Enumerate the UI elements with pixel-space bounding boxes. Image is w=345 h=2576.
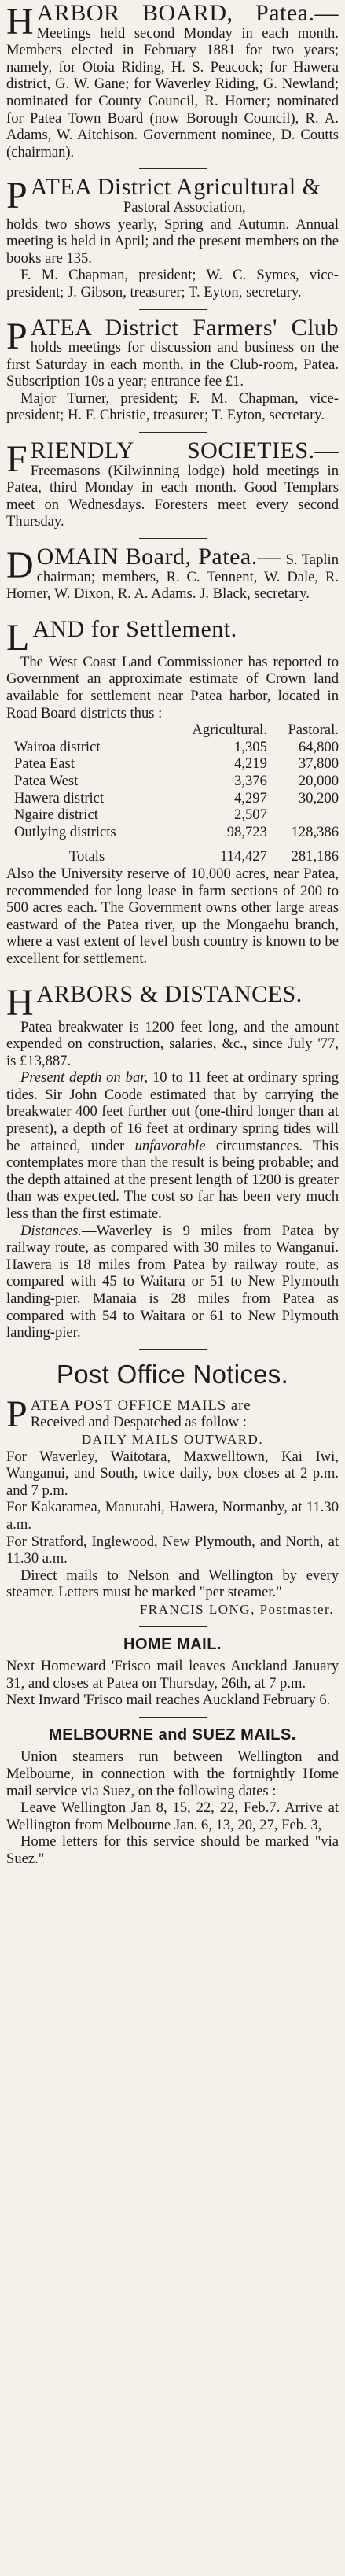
- harbor-board-notice: [6, 0, 339, 161]
- land-totals-row: Totals 114,427 281,186: [69, 848, 339, 865]
- harbors-drop-cap: H: [6, 981, 34, 1024]
- agricultural-subtitle: Pastoral Association,: [123, 198, 246, 216]
- agricultural-title: ATEA District Agricultural &: [30, 174, 321, 201]
- land-drop-cap: L: [6, 616, 30, 659]
- farmers-club-notice: [6, 314, 339, 425]
- friendly-societies-notice: [6, 437, 339, 530]
- divider: [139, 538, 207, 539]
- home-mail-p1: Next Homeward 'Frisco mail leaves Auckland January 31, and closes at Patea on Thursday, 26th, at 7 p.m.: [6, 1658, 339, 1692]
- divider: [139, 1717, 207, 1718]
- harbors-title: ARBORS & DISTANCES.: [36, 980, 303, 1007]
- farmers-club-title: ATEA District Farmers' Club: [30, 314, 339, 341]
- divider: [139, 432, 207, 433]
- melbourne-suez-notice: [6, 1727, 339, 1868]
- table-row: Patea East 4,219 37,800: [14, 755, 339, 773]
- harbor-board-body: Meetings held second Monday in each month. Members elected in February 1881 for two years; namely, for Otoia Riding, H. S. Peacock; for Hawera district, G. W. Gane; for Waverley Riding, G. Newland; nominated for County Council, R. Horner; nominated for Patea Town Board (now Borough Council), R. A. Adams, W. Aitchison. Government nominee, D. Coutts (chairman).: [6, 24, 339, 161]
- table-row: Hawera district 4,297 30,200: [14, 789, 339, 806]
- harbors-p1: Patea breakwater is 1200 feet long, and the amount expended on construction, salaries, &c., since July '77, is £13,887.: [6, 1018, 339, 1069]
- mail-stratford: For Stratford, Inglewood, New Plymouth, and North, at 11.30 a.m.: [6, 1533, 339, 1567]
- divider: [139, 1349, 207, 1350]
- mail-waverley: For Waverley, Waitotara, Maxwelltown, Kai Iwi, Wanganui, and South, twice daily, box closes at 2 p.m. and 7 p.m.: [6, 1448, 339, 1499]
- melbourne-p3: Home letters for this service should be marked "via Suez.": [6, 1833, 339, 1868]
- table-row: Outlying districts 98,723 128,386: [14, 823, 339, 840]
- friendly-body: Freemasons (Kilwinning lodge) hold meetings in Patea, third Monday in each month. Good Templars meet on Wednesdays. Foresters meet every second Thursday.: [6, 462, 339, 530]
- agricultural-officers: F. M. Chapman, president; W. C. Symes, vice-president; J. Gibson, treasurer; T. Eyton, secretary.: [6, 267, 339, 301]
- agricultural-drop-cap: P: [6, 175, 28, 217]
- land-col-pastoral: Pastoral.: [288, 722, 339, 739]
- agricultural-notice: [6, 174, 339, 301]
- table-row: Wairoa district 1,305 64,800: [14, 738, 339, 755]
- melbourne-p2: Leave Wellington Jan 8, 15, 22, 22, Feb.7. Arrive at Wellington from Melbourne Jan. 6, 13, 20, 27, Feb. 3,: [6, 1799, 339, 1833]
- land-title: AND for Settlement.: [32, 615, 237, 642]
- domain-board-notice: [6, 544, 339, 603]
- domain-body: S. Taplin chairman; members, R. C. Tennent, W. Dale, R. Horner, W. Dixon, R. A. Adams. J. Black, secretary.: [6, 552, 339, 603]
- farmers-club-officers: Major Turner, president; F. M. Chapman, vice-president; H. F. Christie, treasurer; T. Eyton, secretary.: [6, 389, 339, 424]
- melbourne-p1: Union steamers run between Wellington and Melbourne, in connection with the fortnightly Home mail service via Suez, on the following dates :—: [6, 1748, 339, 1799]
- post-office-section-title: Post Office Notices.: [56, 1359, 289, 1389]
- land-table-header: [6, 722, 339, 739]
- domain-title: OMAIN Board, Patea.—: [36, 544, 282, 570]
- post-office-intro: Received and Despatched as follow :—: [30, 1414, 262, 1431]
- mail-direct: Direct mails to Nelson and Wellington by every steamer. Letters must be marked "per steamer.": [6, 1567, 339, 1601]
- melbourne-suez-title: MELBOURNE and SUEZ MAILS.: [49, 1725, 296, 1744]
- mail-kakaramea: For Kakaramea, Manutahi, Hawera, Normanby, at 11.30 a.m.: [6, 1499, 339, 1533]
- harbor-board-title: ARBOR BOARD, Patea.—: [36, 0, 339, 26]
- daily-mails-heading: DAILY MAILS OUTWARD.: [81, 1431, 264, 1447]
- agricultural-body: holds two shows yearly, Spring and Autumn. Annual meeting is held in April; and the present members on the books are 135.: [6, 216, 339, 267]
- postmaster-signature: FRANCIS LONG, Postmaster.: [139, 1601, 334, 1617]
- home-mail-notice: [6, 1637, 339, 1709]
- post-office-notice: [6, 1393, 339, 1618]
- land-col-agricultural: Agricultural.: [192, 722, 267, 739]
- land-settlement-notice: [6, 615, 339, 968]
- harbors-p3: Distances.—Waverley is 9 miles from Patea by railway route, as compared with 30 miles to Wanganui. Hawera is 18 miles from Patea by railway route, as compared with 45 to Waitara or 51 to New Plymouth landing-pier. Manaia is 28 miles from Patea as compared with 54 to Waitara or 61 to New Plymouth landing-pier.: [6, 1222, 339, 1342]
- friendly-title: RIENDLY SOCIETIES.—: [30, 437, 339, 464]
- land-intro: The West Coast Land Commissioner has reported to Government an approximate estimate of Crown land available for settlement near Patea harbor, located in Road Board districts thus :—: [6, 653, 339, 722]
- domain-drop-cap: D: [6, 544, 34, 587]
- harbor-board-drop-cap: H: [6, 1, 34, 42]
- home-mail-p2: Next Inward 'Frisco mail reaches Auckland February 6.: [6, 1692, 331, 1709]
- farmers-club-body: holds meetings for discussion and business on the first Saturday in each month, in the Club-room, Patea. Subscription 10s a year; entrance fee £1.: [6, 339, 339, 390]
- home-mail-title: HOME MAIL.: [123, 1635, 222, 1653]
- land-body: Also the University reserve of 10,000 acres, near Patea, recommended for long lease in farm sections of 200 to 500 acres each. The Government owns other large areas eastward of the Patea river, up the Mongaehu branch, where a vast extent of level bush country is known to be excellent for settlement.: [6, 865, 339, 967]
- farmers-club-drop-cap: P: [6, 315, 28, 357]
- friendly-drop-cap: F: [6, 438, 28, 481]
- divider: [139, 309, 207, 310]
- table-row: Patea West 3,376 20,000: [14, 772, 339, 789]
- post-office-drop-cap: P: [6, 1393, 28, 1435]
- harbors-distances-notice: [6, 980, 339, 1342]
- land-table: [6, 722, 339, 865]
- divider: [139, 168, 207, 169]
- divider: [139, 1626, 207, 1627]
- harbors-p2: Present depth on bar, 10 to 11 feet at ordinary spring tides. Sir John Coode estimated that by carrying the breakwater 400 feet further out (one-third longer than at present), a depth of 16 feet at ordinary spring tides will be attained, under unfavorable circumstances. This contemplates more than the result is being probable; and the depth attained at the present length of 1200 is greater than was expected. The cost so far has been very much less than the first estimate.: [6, 1069, 339, 1223]
- post-office-title: ATEA POST OFFICE MAILS are: [30, 1397, 251, 1414]
- table-row: Ngaire district 2,507: [14, 806, 267, 824]
